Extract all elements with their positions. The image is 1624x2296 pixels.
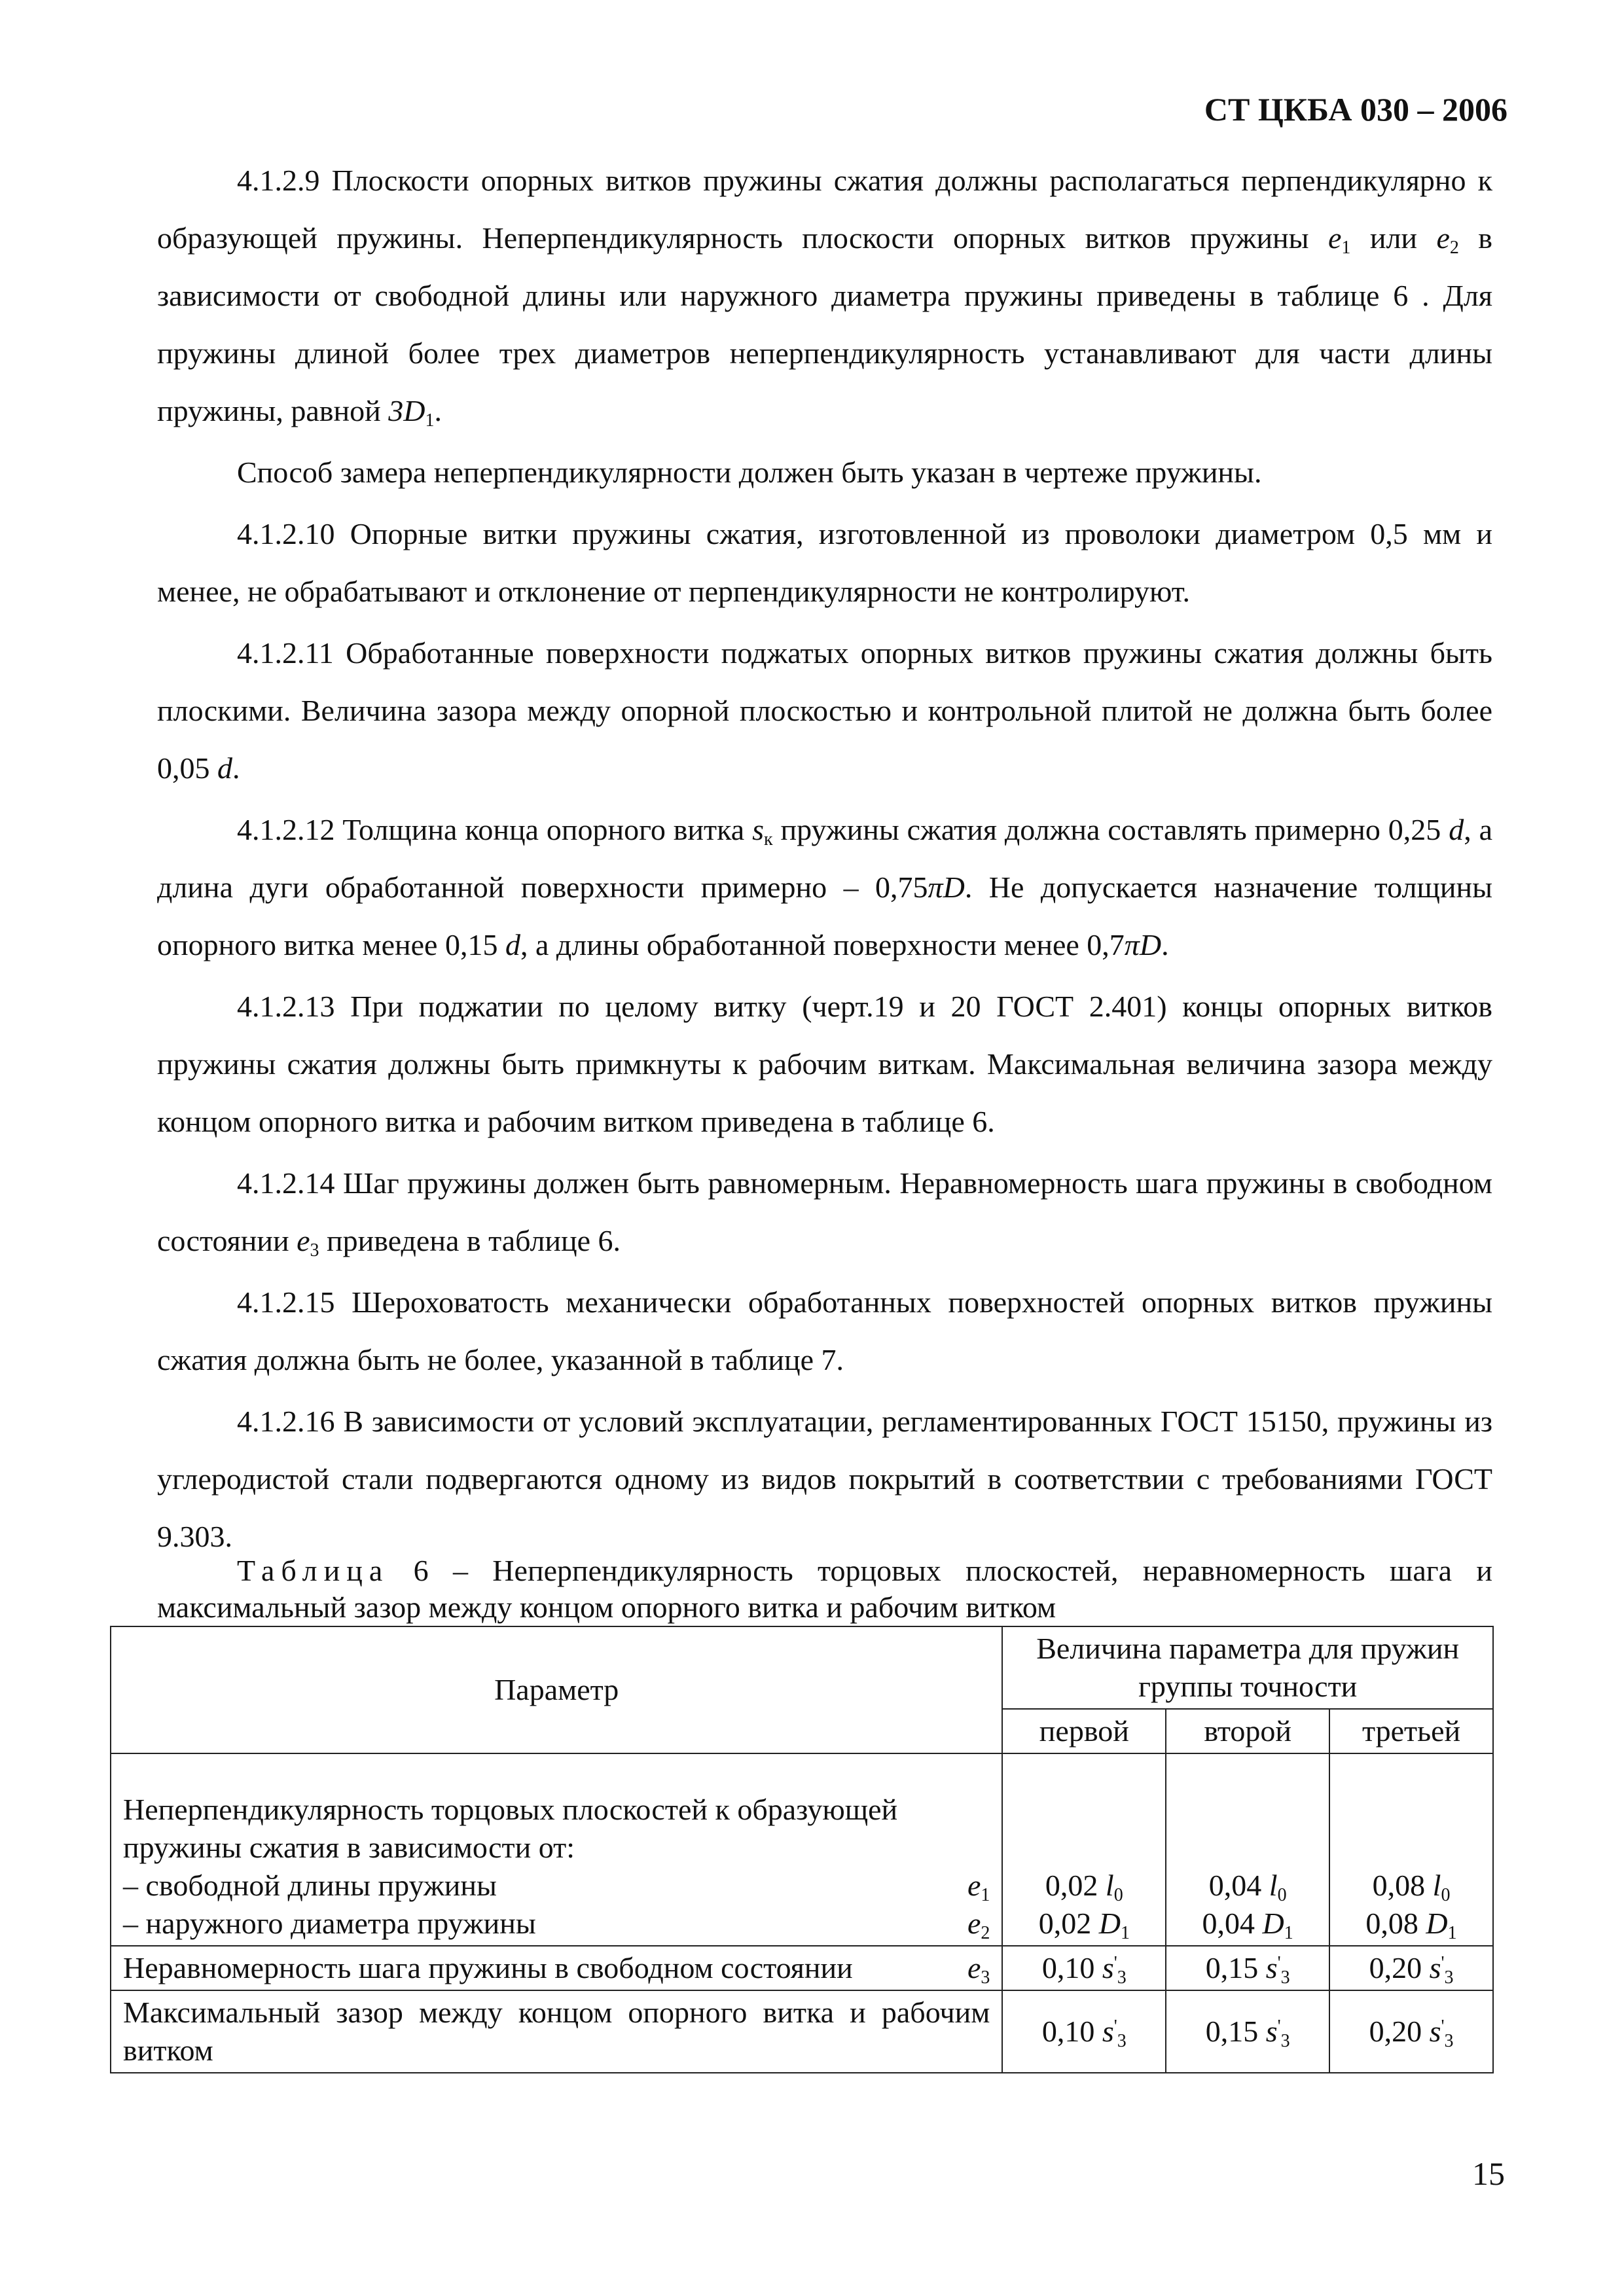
subscript: 3	[1444, 2031, 1454, 2051]
value-number: 0,04	[1202, 1907, 1263, 1940]
symbol-l: l	[1432, 1869, 1441, 1902]
document-code-header: СТ ЦКБА 030 – 2006	[1204, 91, 1507, 128]
value-number: 0,20	[1369, 2015, 1430, 2048]
subscript: 3	[1117, 1967, 1127, 1988]
text-span: , а длины обработанной поверхности менее 0,7	[520, 928, 1125, 961]
subscript: 2	[1449, 238, 1459, 258]
value-number: 0,02	[1045, 1869, 1106, 1902]
subscript: 1	[981, 1885, 990, 1905]
paragraph-4-1-2-11	[157, 624, 1492, 797]
value-l	[1015, 1867, 1153, 1905]
text-span: 4.1.2.9 Плоскости опорных витков пружины сжатия должны располагаться перпендикулярно к образующей пружины. Неперпендикулярность плоскости опорных витков пружины	[157, 164, 1492, 255]
body-text	[157, 152, 1492, 1566]
symbol-s: s	[1265, 1951, 1278, 1984]
row-subitem	[123, 1949, 990, 1987]
symbol-e: e	[967, 1869, 981, 1902]
cell-second	[1166, 1753, 1329, 1946]
cell-first	[1002, 1753, 1166, 1946]
symbol-e2: e	[1436, 221, 1450, 255]
text-span: или	[1350, 221, 1437, 255]
caption-text: 6 – Неперпендикулярность торцовых плоскостей, неравномерность шага и максимальный зазор между концом опорного витка и рабочим витком	[157, 1554, 1492, 1624]
row-subitem	[123, 1905, 990, 1943]
value-l	[1178, 1867, 1317, 1905]
row-max-gap: Максимальный зазор между концом опорного витка и рабочим витком	[111, 1990, 1002, 2073]
symbol-d: d	[1449, 813, 1464, 846]
text-span: 4.1.2.12 Толщина конца опорного витка	[237, 813, 753, 846]
subscript: 2	[981, 1923, 990, 1943]
superscript: '	[1113, 1953, 1117, 1973]
text-span: . Не допускается назначение толщины опорного витка менее 0,15	[157, 870, 1493, 961]
text-span: 4.1.2.11 Обработанные поверхности поджатых опорных витков пружины сжатия должны быть плоскими. Величина зазора между опорной плоскостью и контрольной плитой не должна быть более 0,05	[157, 636, 1492, 785]
subscript: 3	[1280, 1967, 1290, 1988]
symbol-e: e	[967, 1907, 981, 1940]
superscript: '	[1441, 2017, 1445, 2037]
value-d	[1178, 1905, 1317, 1943]
paragraph-4-1-2-9	[157, 152, 1492, 440]
header-second: второй	[1166, 1709, 1329, 1753]
row-title: Неравномерность шага пружины в свободном состоянии	[123, 1951, 853, 1984]
text-span: 4.1.2.14 Шаг пружины должен быть равномерным. Неравномерность шага пружины в свободном состоянии	[157, 1166, 1492, 1257]
value-d	[1015, 1905, 1153, 1943]
paragraph-4-1-2-10: 4.1.2.10 Опорные витки пружины сжатия, изготовленной из проволоки диаметром 0,5 мм и менее, не обрабатывают и отклонение от перпендикулярности не контролируют.	[157, 517, 1492, 608]
symbol-d: d	[217, 751, 232, 785]
text-span: .	[434, 394, 442, 427]
symbol-D: D	[1426, 1907, 1448, 1940]
value-number: 0,15	[1205, 2015, 1266, 2048]
subscript: 1	[1341, 238, 1351, 258]
page-number: 15	[1472, 2155, 1505, 2192]
subscript: 3	[310, 1240, 319, 1261]
value-number: 0,02	[1038, 1907, 1099, 1940]
table-row	[111, 1946, 1493, 1990]
superscript: '	[1277, 2017, 1281, 2037]
subitem-label: – свободной длины пружины	[123, 1869, 497, 1902]
paragraph-measure-method: Способ замера неперпендикулярности должен быть указан в чертеже пружины.	[237, 456, 1262, 489]
subscript: 1	[1120, 1923, 1130, 1943]
superscript: '	[1113, 2017, 1117, 2037]
paragraph-4-1-2-12	[157, 801, 1492, 974]
value-l	[1342, 1867, 1481, 1905]
symbol-e3	[967, 1949, 990, 1987]
row-nonperpendicularity	[111, 1753, 1002, 1946]
row-subitem	[123, 1867, 990, 1905]
symbol-e1: e	[1328, 221, 1342, 255]
subscript: 3	[1444, 1967, 1454, 1988]
value-number: 0,15	[1205, 1951, 1266, 1984]
header-third: третьей	[1329, 1709, 1493, 1753]
symbol-l: l	[1269, 1869, 1278, 1902]
subscript: 0	[1113, 1885, 1123, 1905]
symbol-pi-d: πD	[928, 870, 965, 904]
text-span: пружины сжатия должна составлять примерно 0,25	[772, 813, 1449, 846]
header-value-group: Величина параметра для пружин группы точности	[1002, 1626, 1493, 1709]
text-span: , а длина дуги обработанной поверхности примерно – 0,75	[157, 813, 1492, 904]
subscript: к	[763, 829, 773, 850]
subscript: 1	[1447, 1923, 1457, 1943]
text-span: в зависимости от свободной длины или наружного диаметра пружины приведены в таблице 6 . Для пружины длиной более трех диаметров неперпендикулярность устанавливают для части длины пружины, равной	[157, 221, 1492, 427]
symbol-l: l	[1105, 1869, 1114, 1902]
value-number: 0,20	[1369, 1951, 1430, 1984]
table-caption	[157, 1552, 1492, 1626]
value-d	[1342, 1905, 1481, 1943]
row-pitch-nonuniformity	[111, 1946, 1002, 1990]
text-span: .	[232, 751, 240, 785]
superscript: '	[1441, 1953, 1445, 1973]
subitem-label: – наружного диаметра пружины	[123, 1907, 536, 1940]
cell-second	[1166, 1990, 1329, 2073]
value-number: 0,10	[1041, 1951, 1102, 1984]
symbol-e: e	[967, 1951, 981, 1984]
cell-third	[1329, 1990, 1493, 2073]
superscript: '	[1277, 1953, 1281, 1973]
value-number: 0,08	[1372, 1869, 1433, 1902]
cell-second	[1166, 1946, 1329, 1990]
subscript: 3	[981, 1967, 990, 1988]
header-parameter: Параметр	[111, 1626, 1002, 1753]
text-span: приведена в таблице 6.	[319, 1224, 621, 1257]
table-6	[110, 1626, 1494, 2073]
symbol-d: d	[505, 928, 520, 961]
subscript: 0	[1277, 1885, 1287, 1905]
subscript: 1	[1284, 1923, 1293, 1943]
value-number: 0,10	[1041, 2015, 1102, 2048]
symbol-3d1: 3D	[388, 394, 425, 427]
symbol-e1	[967, 1867, 990, 1905]
symbol-s: s	[1429, 2015, 1441, 2048]
text-span: .	[1161, 928, 1169, 961]
subscript: 0	[1441, 1885, 1451, 1905]
symbol-s: s	[752, 813, 764, 846]
cell-first	[1002, 1990, 1166, 2073]
cell-first	[1002, 1946, 1166, 1990]
paragraph-4-1-2-16: 4.1.2.16 В зависимости от условий эксплуатации, регламентированных ГОСТ 15150, пружины из углеродистой стали подвергаются одному из видов покрытий в соответствии с требованиями ГОСТ 9.303.	[157, 1405, 1492, 1553]
subscript: 3	[1117, 2031, 1127, 2051]
value-number: 0,08	[1365, 1907, 1426, 1940]
symbol-pi-d: πD	[1124, 928, 1162, 961]
table-row	[111, 1753, 1493, 1946]
symbol-D: D	[1098, 1907, 1121, 1940]
row-title: Неперпендикулярность торцовых плоскостей к образующей пружины сжатия в зависимости от:	[123, 1793, 898, 1864]
symbol-s: s	[1429, 1951, 1441, 1984]
table-row	[111, 1990, 1493, 2073]
subscript: 1	[425, 410, 435, 431]
symbol-D: D	[1262, 1907, 1284, 1940]
paragraph-4-1-2-13: 4.1.2.13 При поджатии по целому витку (черт.19 и 20 ГОСТ 2.401) концы опорных витков пружины сжатия должны быть примкнуты к рабочим виткам. Максимальная величина зазора между концом опорного витка и рабочим витком приведена в таблице 6.	[157, 990, 1492, 1138]
symbol-e3: e	[297, 1224, 310, 1257]
header-first: первой	[1002, 1709, 1166, 1753]
cell-third	[1329, 1946, 1493, 1990]
symbol-e2	[967, 1905, 990, 1943]
symbol-s: s	[1102, 1951, 1114, 1984]
symbol-s: s	[1265, 2015, 1278, 2048]
paragraph-4-1-2-14	[157, 1155, 1492, 1270]
value-number: 0,04	[1208, 1869, 1269, 1902]
subscript: 3	[1280, 2031, 1290, 2051]
caption-word: Таблица	[237, 1554, 389, 1587]
paragraph-4-1-2-15: 4.1.2.15 Шероховатость механически обработанных поверхностей опорных витков пружины сжатия должна быть не более, указанной в таблице 7.	[157, 1285, 1492, 1376]
symbol-s: s	[1102, 2015, 1114, 2048]
cell-third	[1329, 1753, 1493, 1946]
